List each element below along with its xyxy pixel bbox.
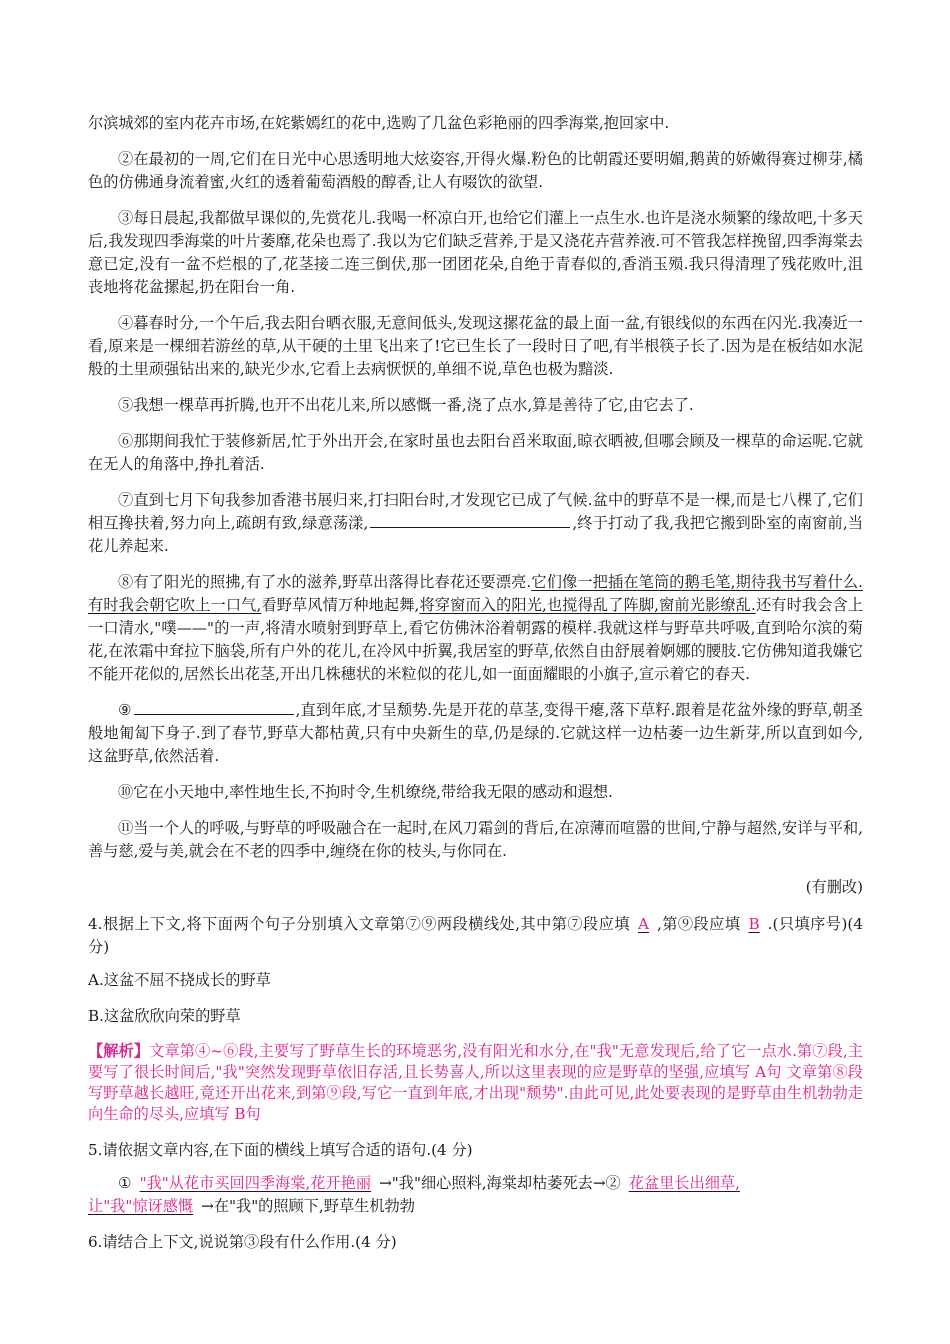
question-5-answer-2b[interactable]: 让"我"惊讶感慨 xyxy=(88,1197,194,1215)
analysis-tag: 【解析】 xyxy=(88,1042,150,1060)
paragraph-6: ⑥那期间我忙于装修新居,忙于外出开会,在家时虽也去阳台舀米取面,晾衣晒被,但哪会顾及一棵草的命运呢.它就在无人的角落中,挣扎着活. xyxy=(88,432,863,473)
question-4-analysis xyxy=(88,1041,863,1125)
paragraph-9-blank[interactable] xyxy=(134,699,294,715)
paragraph-11: ⑪当一个人的呼吸,与野草的呼吸融合在一起时,在风刀霜剑的背后,在凉薄而喧嚣的世间,宁静与超然,安详与平和,善与慈,爱与美,就会在不老的四季中,缠绕在你的枝头,与你同在. xyxy=(88,819,863,860)
paragraph-7-text-b: ,终于打动了我,我把它搬到卧室的南窗前,当花儿养起来. xyxy=(88,514,864,555)
paragraph-10: ⑩它在小天地中,率性地生长,不拘时令,生机缭绕,带给我无限的感动和遐想. xyxy=(118,783,613,801)
question-5-answer-line-2 xyxy=(88,1195,863,1218)
question-4-stem-c: .(只填序号)(4 分) xyxy=(88,915,863,956)
paragraph-9-text: ,直到年底,才呈颓势.先是开花的草茎,变得干瘪,落下草籽.跟着是花盆外缘的野草,朝圣般地匍匐下身子.到了春节,野草大都枯黄,只有中央新生的草,仍是绿的.它就这样一边枯萎一边生新芽,所以直到如今,这盆野草,依然活着. xyxy=(88,701,863,765)
question-5-number-1: ① xyxy=(118,1174,132,1192)
option-b: B.这盆欣欣向荣的野草 xyxy=(88,1007,241,1025)
question-5-answer-2a[interactable]: 花盆里长出细草, xyxy=(628,1174,740,1192)
question-4-answer-1[interactable]: A xyxy=(637,915,649,933)
paragraph-7-blank[interactable] xyxy=(370,512,570,528)
document-page xyxy=(88,112,863,1264)
paragraph-8-underlined-1: 它们像一把插在笔筒的鹅毛笔,期待我书写着什么.有时我会朝它吹上一口气, xyxy=(88,573,864,614)
question-4-answer-2[interactable]: B xyxy=(748,915,760,933)
paragraph-9 xyxy=(88,699,863,768)
paragraph-2: ②在最初的一周,它们在日光中心思透明地大炫姿容,开得火爆.粉色的比朝霞还要明媚,鹅黄的娇嫩得赛过柳芽,橘色的仿佛通身流着蜜,火红的透着葡萄酒般的醇香,让人有啜饮的欲望. xyxy=(88,150,863,191)
question-5-end: →在"我"的照顾下,野草生机勃勃 xyxy=(201,1197,415,1215)
paragraph-8-text-b: 看野草风情万种地起舞, xyxy=(261,596,420,614)
paragraph-8-underlined-2: 将穿窗而入的阳光,也搅得乱了阵脚,窗前光影缭乱. xyxy=(419,596,756,614)
paragraph-8-text-c: 还有时我会含上一口清水,"噗——"的一声,将清水喷射到野草上,看它仿佛沐浴着朝露的模样.我就这样与野草共呼吸,直到哈尔滨的菊花,在浓霜中耷拉下脑袋,所有户外的花儿,在冷风中折翼,我居室的野草,依然自由舒展着婀娜的腰肢.它仿佛知道我嫌它不能开花似的,居然长出花茎,开出几株穗状的米粒似的花儿,如一面面耀眼的小旗子,宣示着它的春天. xyxy=(88,596,864,683)
paragraph-8-text-a: ⑧有了阳光的照拂,有了水的滋养,野草出落得比春花还要漂亮. xyxy=(118,573,532,591)
question-4-stem-a: 4.根据上下文,将下面两个句子分别填入文章第⑦⑨两段横线处,其中第⑦段应填 xyxy=(88,915,630,933)
question-4-stem-b: ,第⑨段应填 xyxy=(656,915,741,933)
question-6: 6.请结合上下文,说说第③段有什么作用.(4 分) xyxy=(88,1233,397,1251)
source-note: (有删改) xyxy=(805,878,863,896)
paragraph-4: ④暮春时分,一个午后,我去阳台晒衣服,无意间低头,发现这摞花盆的最上面一盆,有银线似的东西在闪光.我凑近一看,原来是一棵细若游丝的草,从干硬的土里飞出来了!它已生长了一段时日了吧,有半根筷子长了.因为是在板结如水泥般的土里顽强钻出来的,缺光少水,它看上去病恹恹的,单细不说,草色也极为黯淡. xyxy=(88,314,863,378)
option-a: A.这盆不屈不挠成长的野草 xyxy=(88,971,271,989)
paragraph-7 xyxy=(88,489,863,558)
question-5: 5.请依据文章内容,在下面的横线上填写合适的语句.(4 分) xyxy=(88,1141,473,1159)
analysis-text: 文章第④~⑥段,主要写了野草生长的环境恶劣,没有阳光和水分,在"我"无意发现后,给了它一点水.第⑦段,主要写了很长时间后,"我"突然发现野草依旧存活,且长势喜人,所以这里表现的应是野草的坚强,应填写 A句 文章第⑧段写野草越长越旺,竟还开出花来,到第⑨段,写它一直到年底,才出现"颓势".由此可见,此处要表现的是野草由生机勃勃走向生命的尽头,应填写 B句 xyxy=(88,1042,863,1123)
paragraph-5: ⑤我想一棵草再折腾,也开不出花儿来,所以感慨一番,浇了点水,算是善待了它,由它去了. xyxy=(118,396,694,414)
paragraph-7-text-a: ⑦直到七月下旬我参加香港书展归来,打扫阳台时,才发现它已成了气候.盆中的野草不是一棵,而是七八棵了,它们相互搀扶着,努力向上,疏朗有致,绿意荡漾, xyxy=(88,491,863,532)
paragraph-3: ③每日晨起,我都做早课似的,先赏花儿.我喝一杯凉白开,也给它们灌上一点生水.也许是浇水频繁的缘故吧,十多天后,我发现四季海棠的叶片萎靡,花朵也焉了.我以为它们缺乏营养,于是又浇花卉营养液.可不管我怎样挽留,四季海棠去意已定,没有一盆不烂根的了,花茎接二连三倒伏,那一团团花朵,自绝于青春似的,香消玉殒.我只得清理了残花败叶,沮丧地将花盆摞起,扔在阳台一角. xyxy=(88,209,863,296)
question-5-answer-line xyxy=(88,1172,863,1195)
question-5-answer-1[interactable]: "我"从花市买回四季海棠,花开艳丽 xyxy=(139,1174,372,1192)
paragraph-9-number: ⑨ xyxy=(118,701,132,719)
question-4 xyxy=(88,913,863,959)
paragraph-8 xyxy=(88,571,863,686)
question-5-middle: →"我"细心照料,海棠却枯萎死去→② xyxy=(379,1174,621,1192)
paragraph-intro: 尔滨城郊的室内花卉市场,在姹紫嫣红的花中,选购了几盆色彩艳丽的四季海棠,抱回家中. xyxy=(88,114,670,132)
